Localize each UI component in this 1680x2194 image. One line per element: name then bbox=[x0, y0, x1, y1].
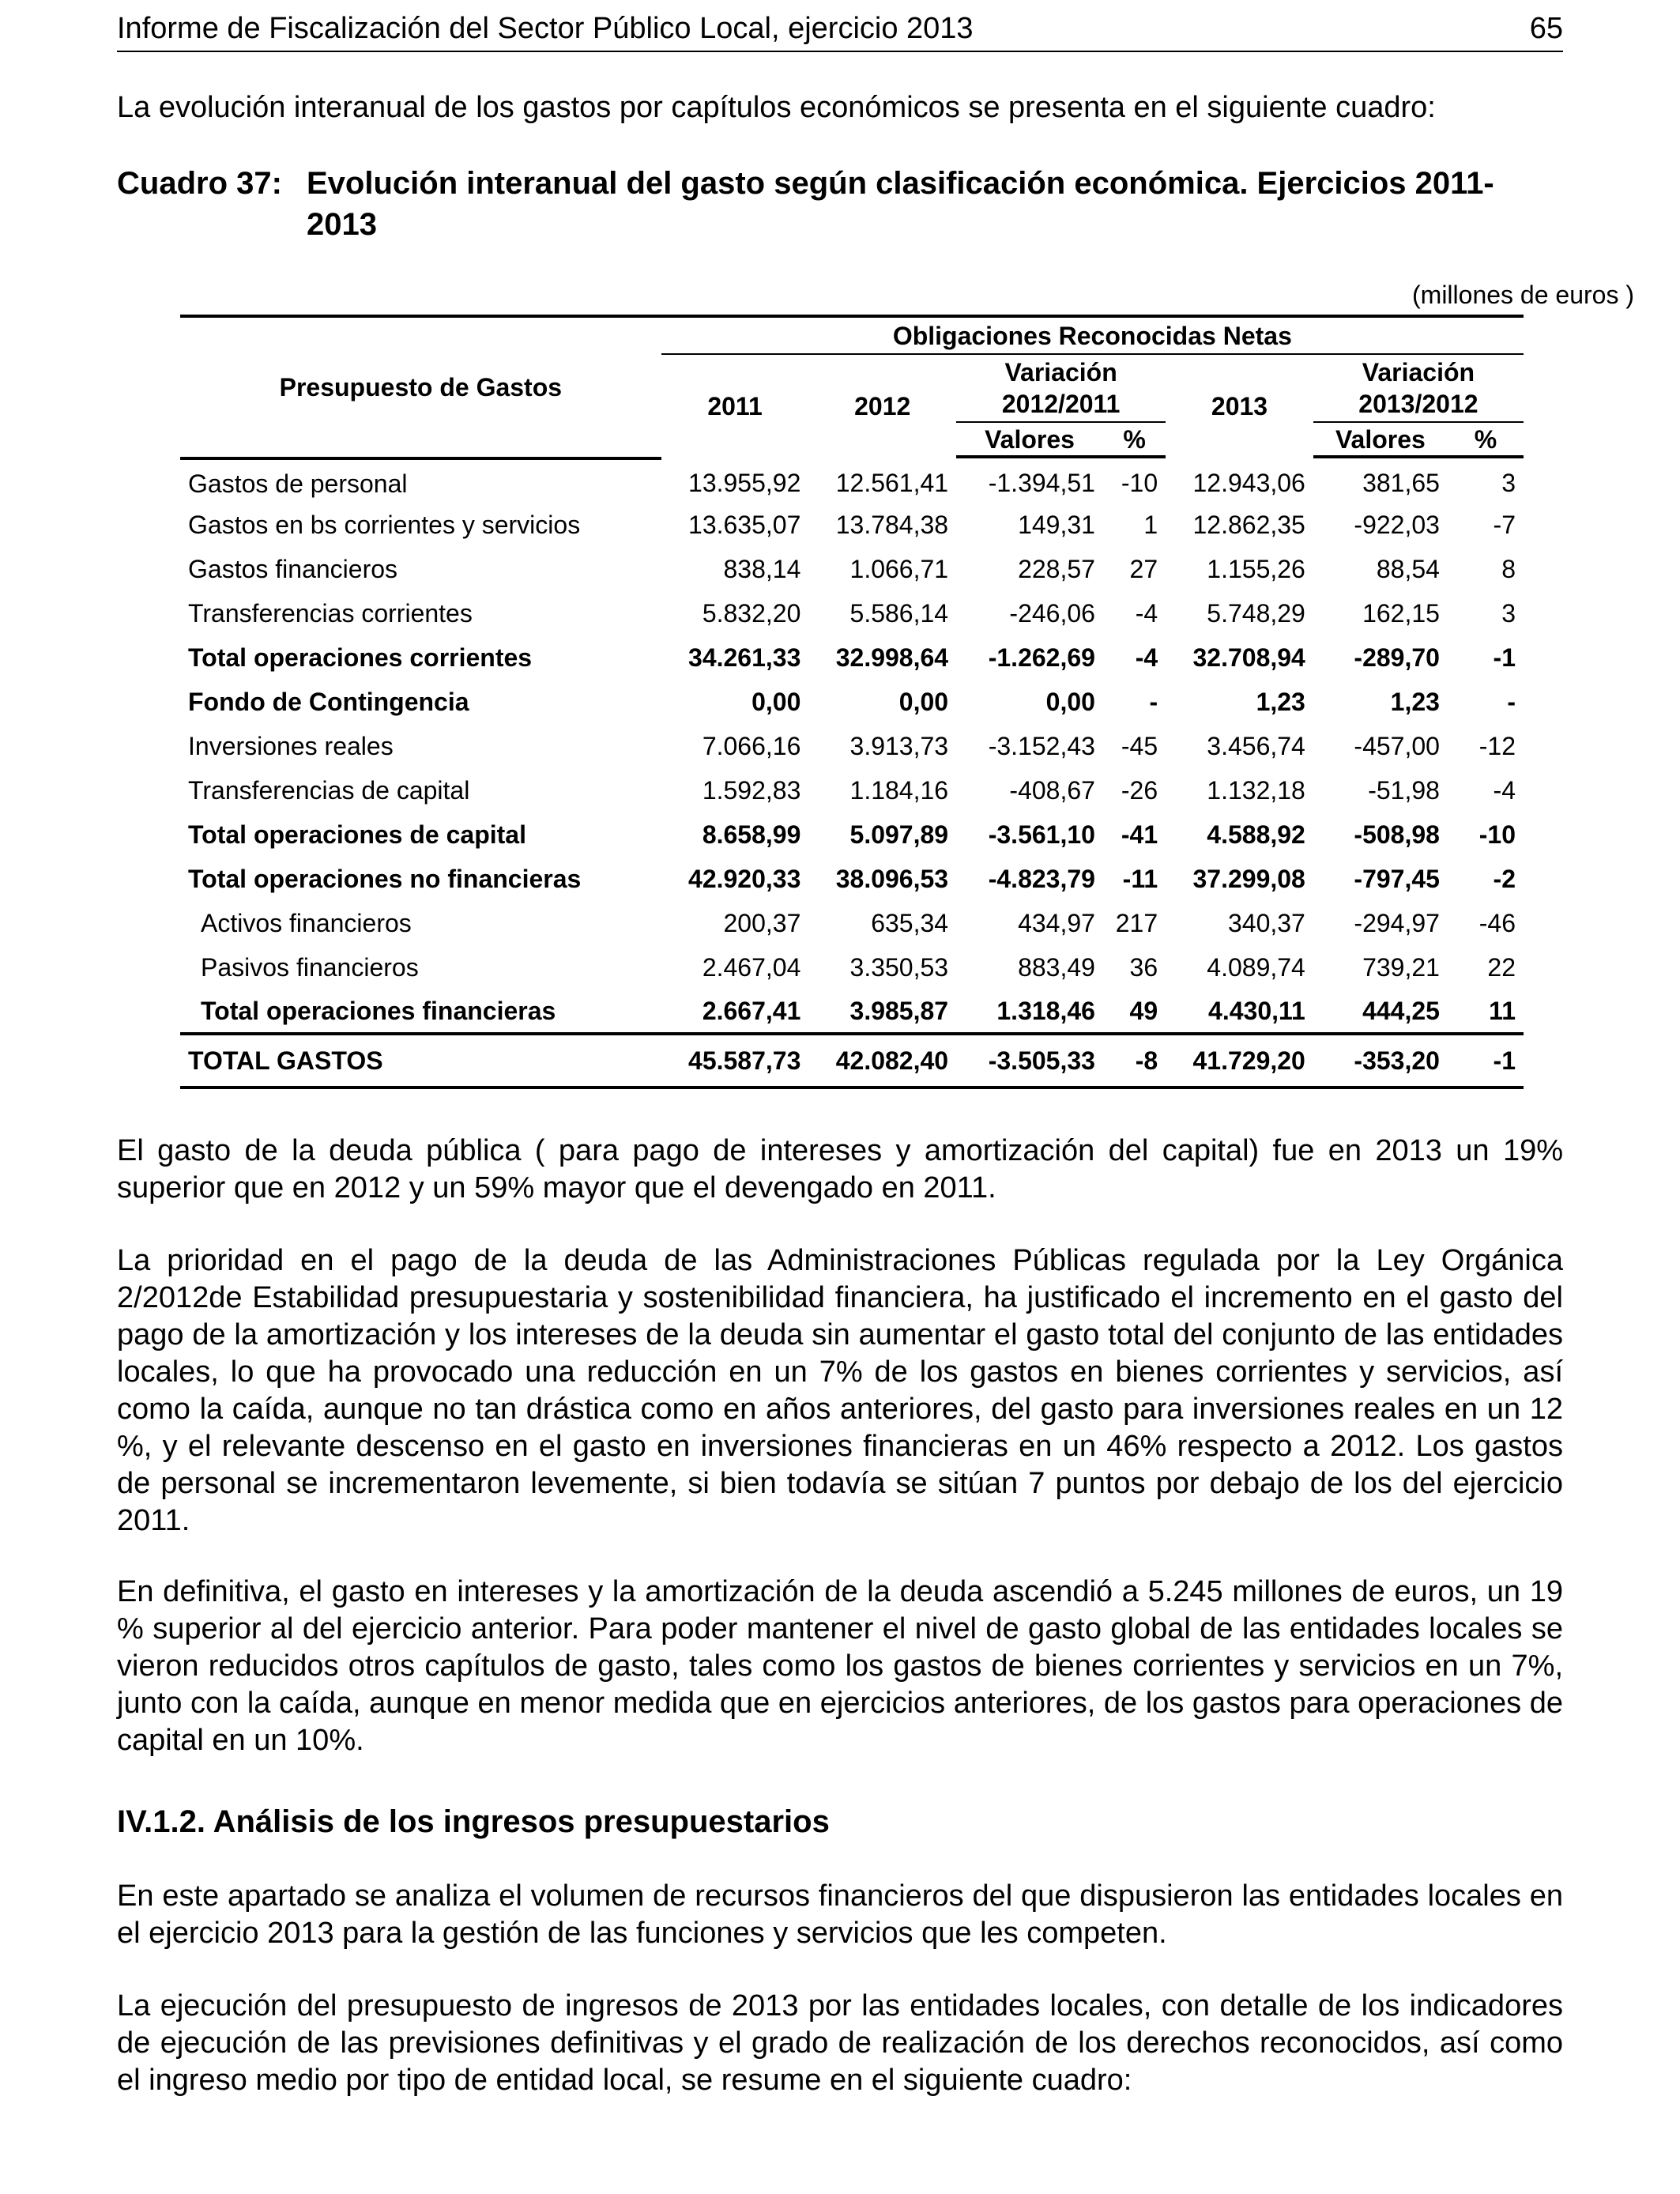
cell-2012: 3.350,53 bbox=[849, 952, 949, 982]
cell-var1: -408,67 bbox=[1009, 775, 1095, 805]
cell-2013: 1,23 bbox=[1256, 687, 1305, 716]
cell-2013: 12.943,06 bbox=[1192, 468, 1305, 497]
row-label: Inversiones reales bbox=[188, 731, 394, 760]
cell-pct1: -8 bbox=[1103, 1034, 1166, 1088]
cell-pct1: -45 bbox=[1121, 731, 1158, 760]
expenditure-table bbox=[180, 315, 1524, 1089]
paragraph-debt-priority: La prioridad en el pago de la deuda de las Administraciones Públicas regulada por la Ley Orgánica 2/2012de Estabilidad presupuestaria y sostenibilidad financiera, ha justificado el incremento en el gasto del pago de la amortización y los intereses de la deuda sin aumentar el gasto total del conjunto de las entidades locales, lo que ha provocado una reducción en un 7% de los gastos en bienes corrientes y servicios, así como la caída, aunque no tan drástica como en años anteriores, del gasto para inversiones reales en un 12 %, y el relevante descenso en el gasto en inversiones financieras en un 46% respecto a 2012. Los gastos de personal se incrementaron levemente, si bien todavía se sitúan 7 puntos por debajo de los del ejercicio 2011. bbox=[117, 1244, 1563, 1537]
table-row bbox=[180, 724, 1524, 768]
cell-2012: 3.913,73 bbox=[849, 731, 949, 760]
cell-2013: 4.089,74 bbox=[1207, 952, 1305, 982]
row-label: Total operaciones no financieras bbox=[188, 864, 582, 893]
cell-2012: 635,34 bbox=[871, 908, 949, 937]
cell-2013: 340,37 bbox=[1227, 908, 1305, 937]
stub-header: Presupuesto de Gastos bbox=[180, 316, 661, 457]
cell-2011: 42.920,33 bbox=[688, 864, 801, 893]
sub-header-valores-1: Valores bbox=[956, 422, 1103, 457]
cell-2011: 2.667,41 bbox=[702, 996, 801, 1025]
cell-2011: 34.261,33 bbox=[688, 643, 801, 672]
cell-var1: -1.394,51 bbox=[988, 468, 1095, 497]
cell-pct1: 27 bbox=[1129, 554, 1158, 583]
cell-var2: 444,25 bbox=[1362, 996, 1440, 1025]
cell-pct2: -4 bbox=[1493, 775, 1516, 805]
cell-var2: -51,98 bbox=[1368, 775, 1440, 805]
col-header-2013: 2013 bbox=[1211, 391, 1268, 420]
sub-header-pct-1: % bbox=[1103, 422, 1166, 457]
cell-2011: 2.467,04 bbox=[702, 952, 801, 982]
cell-2011: 13.635,07 bbox=[688, 510, 801, 539]
cell-2013: 1.155,26 bbox=[1207, 554, 1305, 583]
group-header: Obligaciones Reconocidas Netas bbox=[661, 316, 1524, 354]
cell-var1: 228,57 bbox=[1018, 554, 1095, 583]
cell-2012: 5.097,89 bbox=[849, 820, 949, 849]
cell-pct2: -1 bbox=[1448, 1034, 1524, 1088]
cell-2012: 13.784,38 bbox=[835, 510, 949, 539]
cell-var2: 88,54 bbox=[1376, 554, 1440, 583]
cell-var1: -3.152,43 bbox=[988, 731, 1095, 760]
cell-pct1: -26 bbox=[1121, 775, 1158, 805]
cell-var1: 0,00 bbox=[1045, 687, 1095, 716]
paragraph-conclusion: En definitiva, el gasto en intereses y la amortización de la deuda ascendió a 5.245 millones de euros, un 19 % superior al del ejercicio anterior. Para poder mantener el nivel de gasto global de las entidades locales se vieron reducidos otros capítulos de gasto, tales como los gastos de bienes corrientes y servicios en un 7%, junto con la caída, aunque en menor medida que en ejercicios anteriores, de los gastos para operaciones de capital en un 10%. bbox=[117, 1575, 1563, 1757]
cell-pct2: 8 bbox=[1501, 554, 1516, 583]
cell-var2: -508,98 bbox=[1354, 820, 1440, 849]
cell-2013: 3.456,74 bbox=[1207, 731, 1305, 760]
sub-header-valores-2: Valores bbox=[1313, 422, 1448, 457]
cell-2012: 1.184,16 bbox=[849, 775, 949, 805]
cell-pct2: -2 bbox=[1493, 864, 1516, 893]
col-header-2011: 2011 bbox=[707, 391, 763, 420]
table-row-subtotal bbox=[180, 635, 1524, 680]
cell-2013: 12.862,35 bbox=[1192, 510, 1305, 539]
table-row-subtotal bbox=[180, 857, 1524, 901]
cell-2013: 5.748,29 bbox=[1207, 598, 1305, 628]
row-label: Gastos en bs corrientes y servicios bbox=[188, 510, 581, 539]
cell-var2: 381,65 bbox=[1362, 468, 1440, 497]
cell-2011: 1.592,83 bbox=[702, 775, 801, 805]
cell-var1: 149,31 bbox=[1018, 510, 1095, 539]
paragraph-income-execution: La ejecución del presupuesto de ingresos de 2013 por las entidades locales, con detalle de los indicadores de ejecución de las previsiones definitivas y el grado de realización de los derechos reconocidos, así como el ingreso medio por tipo de entidad local, se resume en el siguiente cuadro: bbox=[117, 1989, 1563, 2097]
table-row-grand-total bbox=[180, 1034, 1524, 1088]
cell-pct2: -7 bbox=[1493, 510, 1516, 539]
intro-paragraph: La evolución interanual de los gastos por capítulos económicos se presenta en el siguiente cuadro: bbox=[117, 91, 1436, 124]
cell-pct1: -10 bbox=[1121, 468, 1158, 497]
cell-var2: 162,15 bbox=[1362, 598, 1440, 628]
cell-var1: -246,06 bbox=[1009, 598, 1095, 628]
cell-var1: -3.561,10 bbox=[988, 820, 1095, 849]
cell-pct2: -46 bbox=[1478, 908, 1516, 937]
cell-2012: 5.586,14 bbox=[849, 598, 949, 628]
row-label: Transferencias de capital bbox=[188, 775, 470, 805]
cell-pct2: 11 bbox=[1489, 996, 1516, 1025]
row-label: Total operaciones financieras bbox=[201, 996, 556, 1025]
cell-var1: -4.823,79 bbox=[988, 864, 1095, 893]
cell-var1: 434,97 bbox=[1018, 908, 1095, 937]
cell-var1: -3.505,33 bbox=[956, 1034, 1103, 1088]
cell-pct2: 3 bbox=[1501, 468, 1516, 497]
table-row-subtotal bbox=[180, 990, 1524, 1034]
cell-pct1: 217 bbox=[1115, 908, 1158, 937]
cell-var2: -457,00 bbox=[1354, 731, 1440, 760]
cell-pct1: 1 bbox=[1143, 510, 1158, 539]
cell-pct1: - bbox=[1149, 687, 1158, 716]
cell-2012: 38.096,53 bbox=[835, 864, 949, 893]
row-label: Pasivos financieros bbox=[201, 952, 419, 982]
cell-2011: 13.955,92 bbox=[688, 468, 801, 497]
cell-2011: 838,14 bbox=[723, 554, 801, 583]
table-row bbox=[180, 591, 1524, 635]
cell-var2: -797,45 bbox=[1354, 864, 1440, 893]
section-heading: IV.1.2. Análisis de los ingresos presupuestarios bbox=[117, 1804, 830, 1839]
caption-text: Evolución interanual del gasto según clasificación económica. Ejercicios 2011-2013 bbox=[307, 166, 1494, 242]
cell-2013: 4.430,11 bbox=[1208, 996, 1305, 1025]
row-label: Total operaciones corrientes bbox=[188, 643, 533, 672]
cell-2013: 37.299,08 bbox=[1192, 864, 1305, 893]
cell-pct2: 22 bbox=[1487, 952, 1516, 982]
cell-pct1: -41 bbox=[1121, 820, 1158, 849]
cell-var2: -294,97 bbox=[1354, 908, 1440, 937]
cell-var2: -289,70 bbox=[1354, 643, 1440, 672]
row-label: TOTAL GASTOS bbox=[180, 1034, 661, 1088]
sub-header-pct-2: % bbox=[1448, 422, 1524, 457]
cell-2012: 1.066,71 bbox=[849, 554, 949, 583]
row-label: Gastos de personal bbox=[188, 469, 408, 498]
cell-var1: 883,49 bbox=[1018, 952, 1095, 982]
cell-pct2: - bbox=[1507, 687, 1516, 716]
row-label: Total operaciones de capital bbox=[188, 820, 526, 849]
cell-2011: 7.066,16 bbox=[702, 731, 801, 760]
cell-var2: -353,20 bbox=[1313, 1034, 1448, 1088]
cell-pct1: -4 bbox=[1135, 598, 1158, 628]
cell-2011: 5.832,20 bbox=[702, 598, 801, 628]
var1-line2: 2012/2011 bbox=[1001, 390, 1121, 418]
table-row-subtotal bbox=[180, 812, 1524, 857]
report-title: Informe de Fiscalización del Sector Público Local, ejercicio 2013 bbox=[117, 12, 974, 45]
col-header-variation-2012-2011 bbox=[956, 354, 1166, 422]
cell-pct2: -10 bbox=[1478, 820, 1516, 849]
paragraph-debt-spending: El gasto de la deuda pública ( para pago de intereses y amortización del capital) fue en 2013 un 19% superior que en 2012 y un 59% mayor que el devengado en 2011. bbox=[117, 1134, 1563, 1204]
cell-2013: 1.132,18 bbox=[1207, 775, 1305, 805]
var2-line2: 2013/2012 bbox=[1358, 390, 1478, 418]
table-row bbox=[180, 768, 1524, 812]
cell-var2: -922,03 bbox=[1354, 510, 1440, 539]
cell-pct2: 3 bbox=[1501, 598, 1516, 628]
cell-2013: 41.729,20 bbox=[1166, 1034, 1313, 1088]
cell-2011: 200,37 bbox=[723, 908, 801, 937]
var2-line1: Variación bbox=[1362, 358, 1475, 386]
table-row-subtotal bbox=[180, 680, 1524, 724]
cell-2012: 3.985,87 bbox=[849, 996, 949, 1025]
cell-2011: 45.587,73 bbox=[661, 1034, 809, 1088]
table-row bbox=[180, 945, 1524, 990]
cell-2012: 0,00 bbox=[898, 687, 949, 716]
row-label: Gastos financieros bbox=[188, 554, 398, 583]
cell-var1: 1.318,46 bbox=[996, 996, 1095, 1025]
running-header bbox=[117, 9, 1563, 52]
table-units: (millones de euros ) bbox=[1412, 281, 1634, 309]
cell-2013: 32.708,94 bbox=[1192, 643, 1305, 672]
cell-pct2: -12 bbox=[1478, 731, 1516, 760]
cell-2011: 0,00 bbox=[751, 687, 801, 716]
cell-2013: 4.588,92 bbox=[1207, 820, 1305, 849]
cell-2012: 32.998,64 bbox=[835, 643, 949, 672]
cell-pct1: 36 bbox=[1129, 952, 1158, 982]
cell-2012: 42.082,40 bbox=[808, 1034, 956, 1088]
page-number: 65 bbox=[1529, 12, 1563, 45]
table-row bbox=[180, 458, 1524, 503]
var1-line1: Variación bbox=[1004, 358, 1117, 386]
row-label: Transferencias corrientes bbox=[188, 598, 473, 628]
cell-var1: -1.262,69 bbox=[988, 643, 1095, 672]
table-row bbox=[180, 547, 1524, 591]
cell-pct1: -4 bbox=[1135, 643, 1158, 672]
col-header-2012: 2012 bbox=[854, 391, 911, 420]
cell-pct1: -11 bbox=[1122, 864, 1158, 893]
cell-pct2: -1 bbox=[1493, 643, 1516, 672]
cell-pct1: 49 bbox=[1129, 996, 1158, 1025]
col-header-variation-2013-2012 bbox=[1313, 354, 1524, 422]
row-label: Activos financieros bbox=[201, 908, 412, 937]
cell-var2: 739,21 bbox=[1362, 952, 1440, 982]
table-row bbox=[180, 901, 1524, 945]
cell-2012: 12.561,41 bbox=[835, 468, 949, 497]
caption-number: Cuadro 37: bbox=[117, 166, 282, 201]
table-row bbox=[180, 503, 1524, 547]
cell-2011: 8.658,99 bbox=[702, 820, 801, 849]
row-label: Fondo de Contingencia bbox=[188, 687, 469, 716]
cell-var2: 1,23 bbox=[1390, 687, 1440, 716]
paragraph-section-intro: En este apartado se analiza el volumen de recursos financieros del que dispusieron las entidades locales en el ejercicio 2013 para la gestión de las funciones y servicios que les competen. bbox=[117, 1879, 1563, 1950]
